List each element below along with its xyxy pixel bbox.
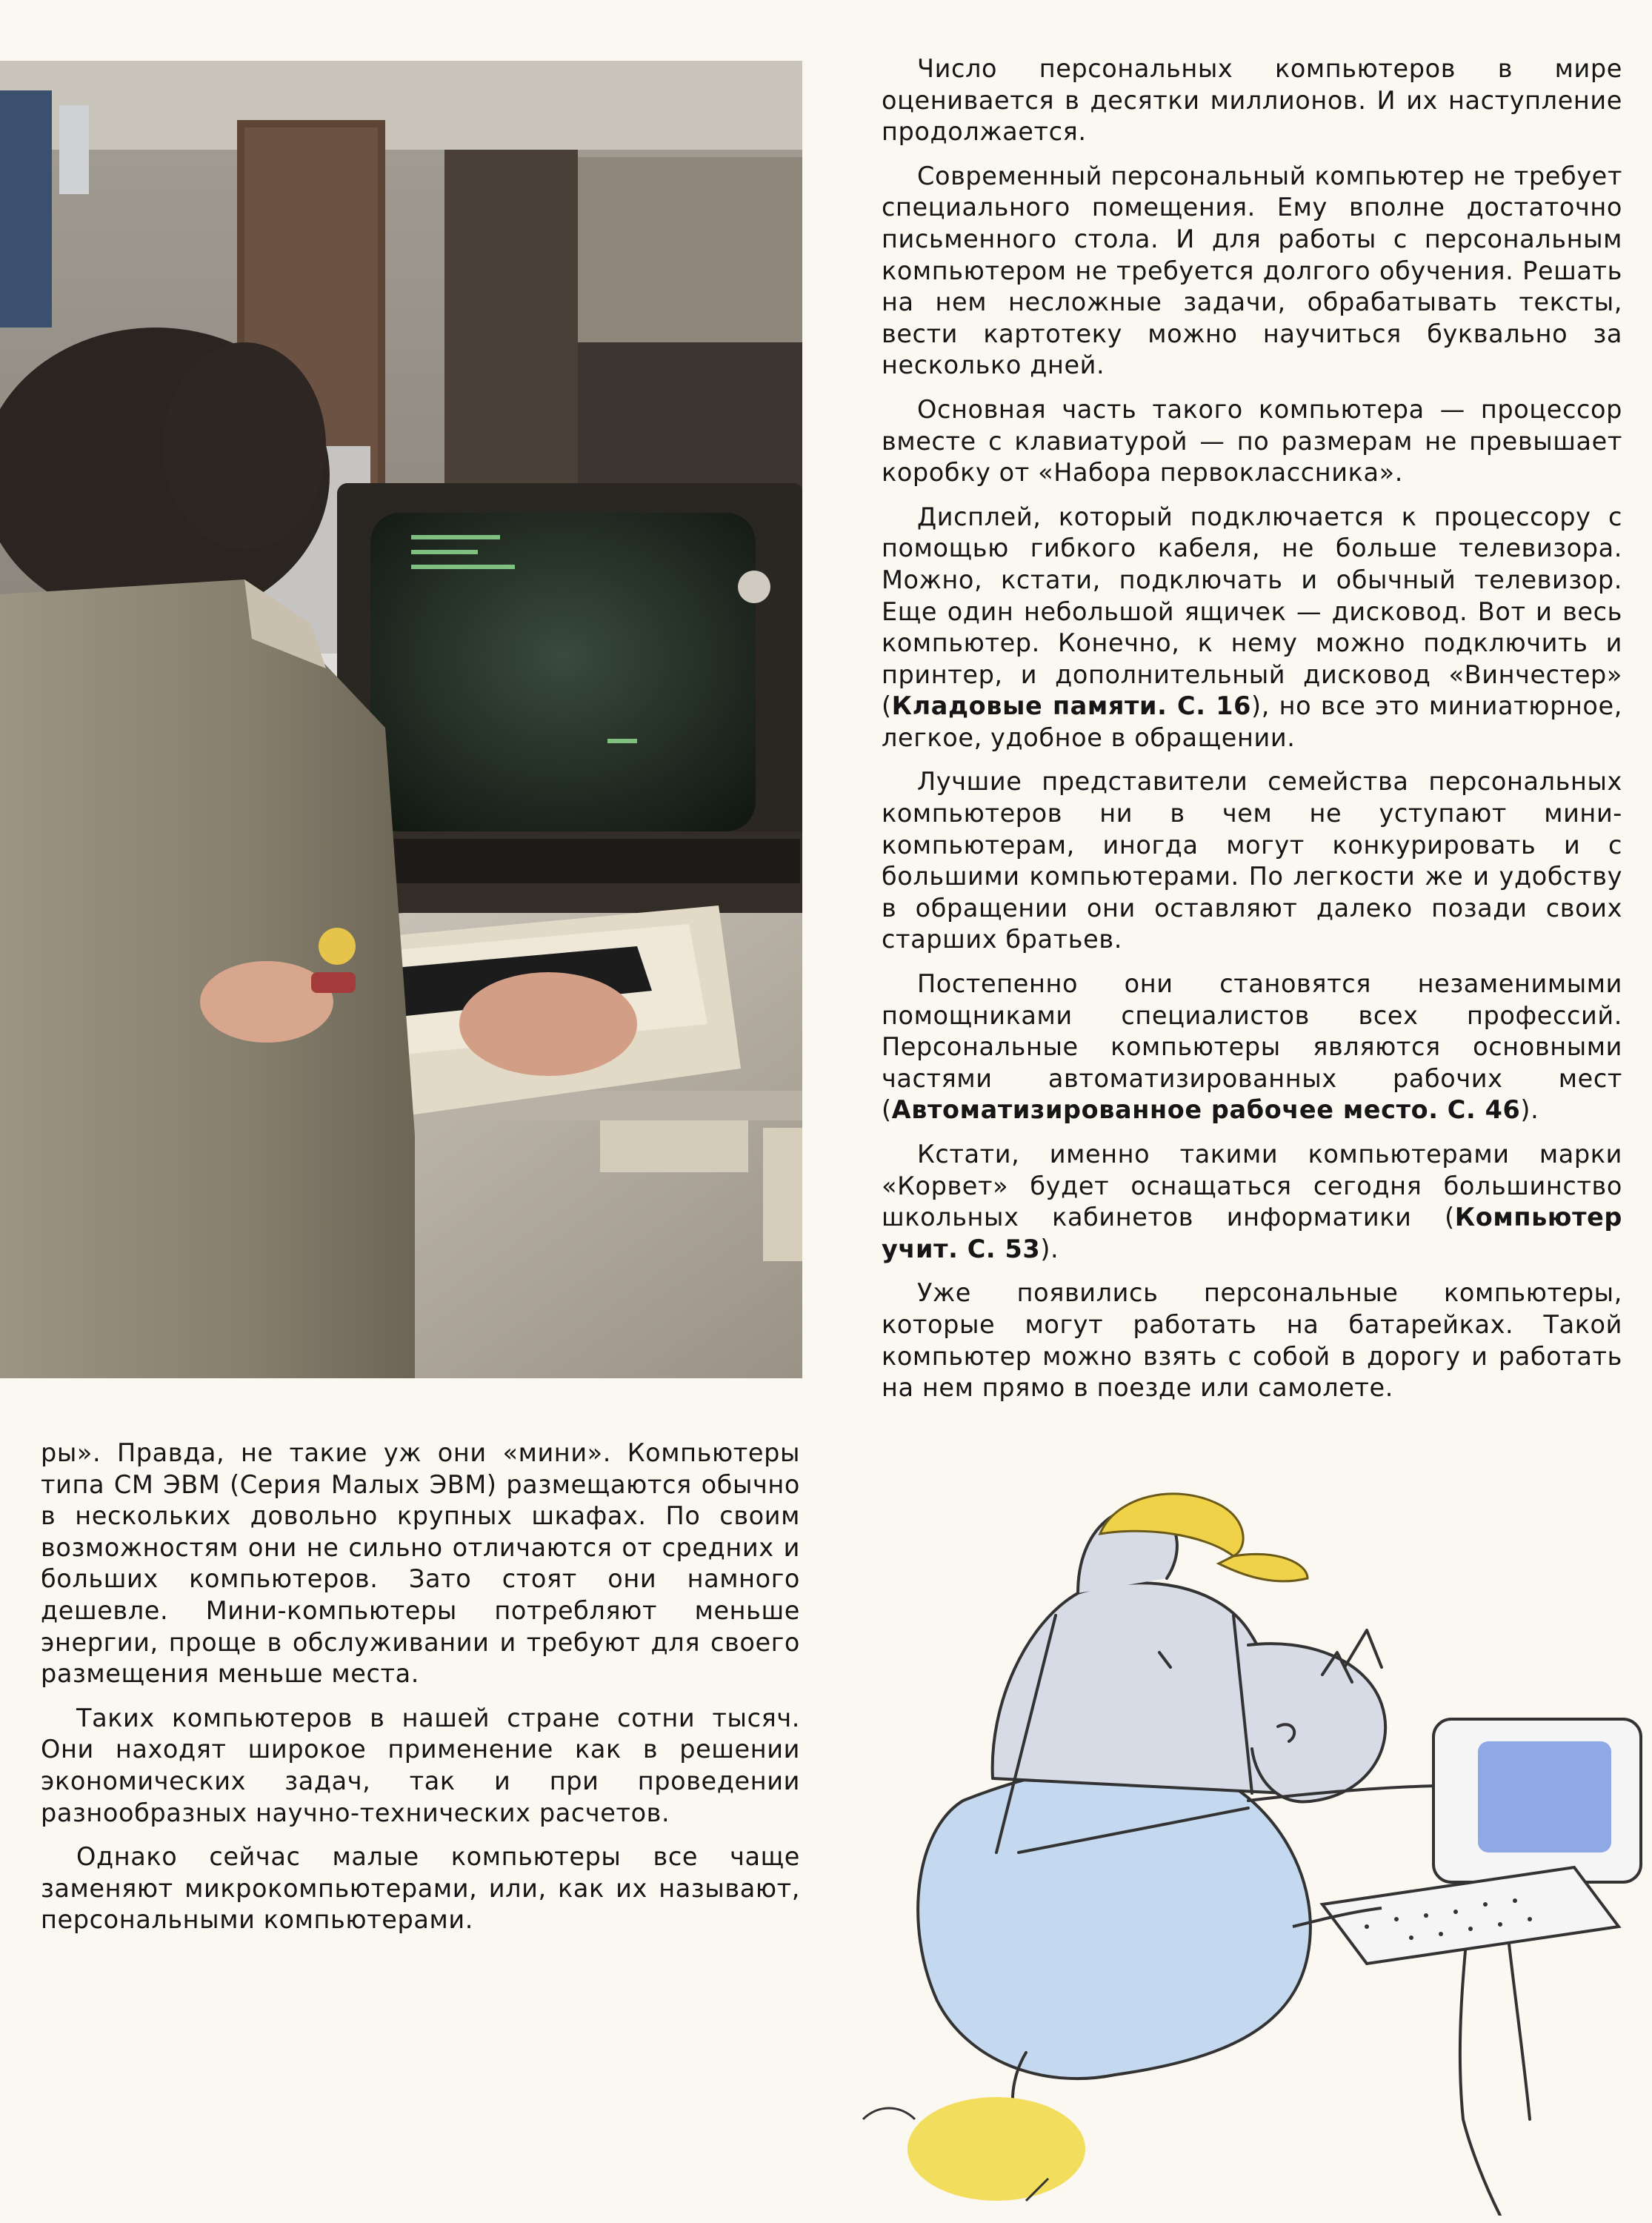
paragraph: Основная часть такого компьютера — процессор вместе с клавиатурой — по размерам не превышает коробку от «Набора первоклассника». bbox=[882, 394, 1622, 488]
text-run: ). bbox=[1520, 1095, 1539, 1125]
paragraph bbox=[882, 968, 1622, 1126]
paragraph: Современный персональный компьютер не требует специального помещения. Ему вполне достаточно письменного стола. И для работы с персональным компьютером не требуется долгого обучения. Решать на нем несложные задачи, обрабатывать тексты, вести картотеку можно научиться буквально за несколько дней. bbox=[882, 161, 1622, 380]
paragraph bbox=[882, 1139, 1622, 1265]
paragraph bbox=[882, 502, 1622, 754]
text-run: Дисплей, который подключается к процессору с помощью гибкого кабеля, не больше телевизора. Можно, кстати, подключать и обычный телевизор. Еще один небольшой ящичек — дисковод. Вот и весь компьютер. Конечно, к нему можно подключить и принтер, и дополнительный дисковод «Винчестер» ( bbox=[882, 502, 1622, 721]
paragraph: Лучшие представители семейства персональных компьютеров ни в чем не уступают мини-компьютерам, иногда могут конкурировать и с большими компьютерами. По легкости же и удобству в обращении они оставляют далеко позади своих старших братьев. bbox=[882, 767, 1622, 954]
text-run: ), но все это миниатюрное, легкое, удобное в обращении. bbox=[882, 691, 1622, 752]
cross-reference: Кладовые памяти. С. 16 bbox=[891, 691, 1252, 721]
cross-reference: Автоматизированное рабочее место. С. 46 bbox=[891, 1095, 1521, 1125]
paragraph: Таких компьютеров в нашей стране сотни тысяч. Они находят широкое применение как в решении экономических задач, так и при проведении разнообразных научно-технических расчетов. bbox=[41, 1703, 800, 1827]
computer-photo bbox=[0, 61, 802, 1378]
text-run: Постепенно они становятся незаменимыми помощниками специалистов всех профессий. Персональные компьютеры являются основными частями автоматизированных рабочих мест ( bbox=[882, 969, 1622, 1125]
paragraph: ры». Правда, не такие уж они «мини». Компьютеры типа СМ ЭВМ (Серия Малых ЭВМ) размещаются обычно в нескольких довольно крупных шкафах. По своим возможностям они не сильно отличаются от средних и больших компьютеров. Зато стоят они намного дешевле. Мини-компьютеры потребляют меньше энергии, проще в обслуживании и требуют для своего размещения меньше места. bbox=[41, 1438, 800, 1689]
text-run: ). bbox=[1040, 1234, 1059, 1263]
bottom-text-column bbox=[41, 1438, 800, 1949]
cross-reference: Компьютер учит. С. 53 bbox=[882, 1203, 1622, 1263]
text-run: Кстати, именно такими компьютерами марки «Корвет» будет оснащаться сегодня большинство школьных кабинетов информатики ( bbox=[882, 1140, 1622, 1232]
paragraph: Уже появились персональные компьютеры, которые могут работать на батарейках. Такой компьютер можно взять с собой в дорогу и работать на нем прямо в поезде или самолете. bbox=[882, 1278, 1622, 1403]
right-text-column bbox=[882, 53, 1622, 1417]
rhino-computer-cartoon bbox=[833, 1482, 1652, 2216]
paragraph: Однако сейчас малые компьютеры все чаще заменяют микрокомпьютерами, или, как их называют, персональными компьютерами. bbox=[41, 1842, 800, 1935]
paragraph: Число персональных компьютеров в мире оценивается в десятки миллионов. И их наступление продолжается. bbox=[882, 54, 1622, 147]
